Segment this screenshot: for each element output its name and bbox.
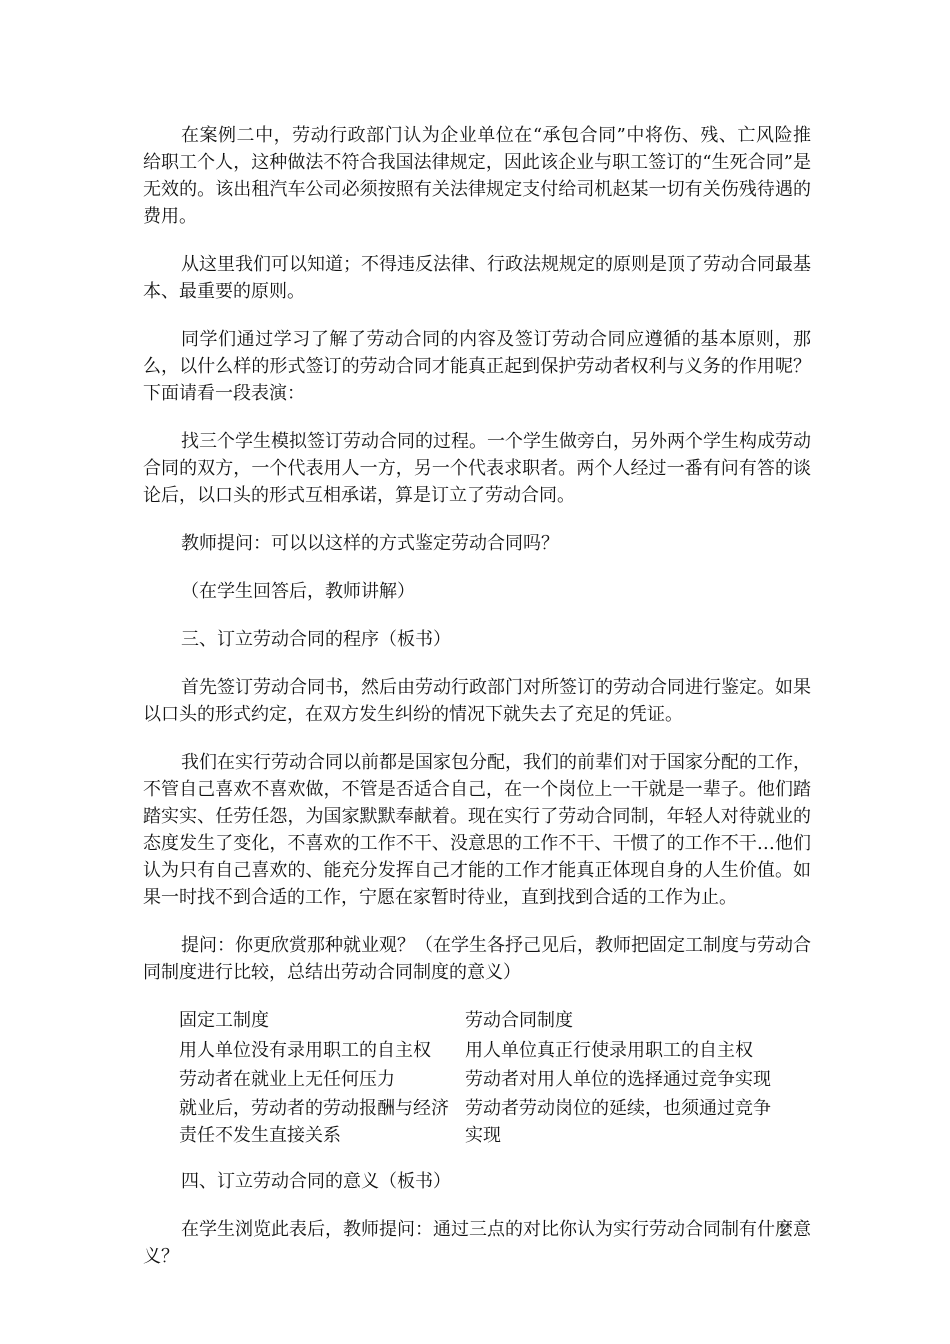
paragraph-teacher-question: 教师提问：可以以这样的方式鉴定劳动合同吗？ — [181, 533, 559, 554]
paragraph-contract-form: 同学们通过学习了解了劳动合同的内容及签订劳动合同应遵循的基本原则，那么，以什么样的形式签订的劳动合同才能真正起到保护劳动者权利与义务的作用呢？下面请看一段表演： — [143, 329, 811, 404]
paragraph-case-two: 在案例二中，劳动行政部门认为企业单位在“承包合同”中将伤、残、亡风险推给职工个人，这种做法不符合我国法律规定，因此该企业与职工签订的“生死合同”是无效的。该出租汽车公司必须按照有关法律规定支付给司机赵某一切有关伤残待遇的费用。 — [143, 125, 811, 227]
comparison-cell: 就业后，劳动者的劳动报酬与经济责任不发生直接关系 — [179, 1098, 449, 1146]
paragraph-role-play: 找三个学生模拟签订劳动合同的过程。一个学生做旁白，另外两个学生构成劳动合同的双方，一个代表用人一方，另一个代表求职者。两个人经过一番有问有答的谈论后，以口头的形式互相承诺，算是订立了劳动合同。 — [143, 431, 811, 506]
document-page — [143, 122, 811, 1291]
header-fixed-system: 固定工制度 — [179, 1010, 269, 1031]
paragraph-history: 我们在实行劳动合同以前都是国家包分配，我们的前辈们对于国家分配的工作，不管自己喜欢不喜欢做，不管是否适合自己，在一个岗位上一干就是一辈子。他们踏踏实实、任劳任怨，为国家默默奉献着。现在实行了劳动合同制，年轻人对待就业的态度发生了变化，不喜欢的工作不干、没意思的工作不干、干惯了的工作不干…他们认为只有自己喜欢的、能充分发挥自己才能的工作才能真正体现自身的人生价值。如果一时找不到合适的工作，宁愿在家暂时待业，直到找到合适的工作为止。 — [143, 752, 811, 908]
section-heading-significance: 四、订立劳动合同的意义（板书） — [181, 1171, 451, 1192]
comparison-header-row — [179, 1007, 779, 1037]
paragraph-procedure: 首先签订劳动合同书，然后由劳动行政部门对所签订的劳动合同进行鉴定。如果以口头的形式约定，在双方发生纠纷的情况下就失去了充足的凭证。 — [143, 677, 811, 725]
paragraph-principle: 从这里我们可以知道；不得违反法律、行政法规规定的原则是顶了劳动合同最基本、最重要的原则。 — [143, 254, 811, 302]
comparison-cell: 劳动者对用人单位的选择通过竞争实现 — [465, 1069, 771, 1090]
comparison-row — [179, 1037, 779, 1066]
comparison-cell: 劳动者在就业上无任何压力 — [179, 1069, 395, 1090]
comparison-cell: 劳动者劳动岗位的延续，也须通过竞争实现 — [465, 1098, 771, 1146]
comparison-cell: 用人单位真正行使录用职工的自主权 — [465, 1040, 753, 1061]
header-contract-system: 劳动合同制度 — [465, 1010, 573, 1031]
paragraph-teacher-explain: （在学生回答后，教师讲解） — [181, 581, 415, 602]
paragraph-question-employment: 提问：你更欣赏那种就业观？（在学生各抒己见后，教师把固定工制度与劳动合同制度进行比较，总结出劳动合同制度的意义） — [143, 935, 811, 983]
comparison-cell: 用人单位没有录用职工的自主权 — [179, 1040, 431, 1061]
section-heading-procedure: 三、订立劳动合同的程序（板书） — [181, 629, 451, 650]
comparison-row — [179, 1066, 779, 1095]
comparison-row — [179, 1095, 779, 1151]
paragraph-final-question: 在学生浏览此表后，教师提问：通过三点的对比你认为实行劳动合同制有什麼意义？ — [143, 1219, 811, 1267]
comparison-table — [179, 1007, 779, 1151]
